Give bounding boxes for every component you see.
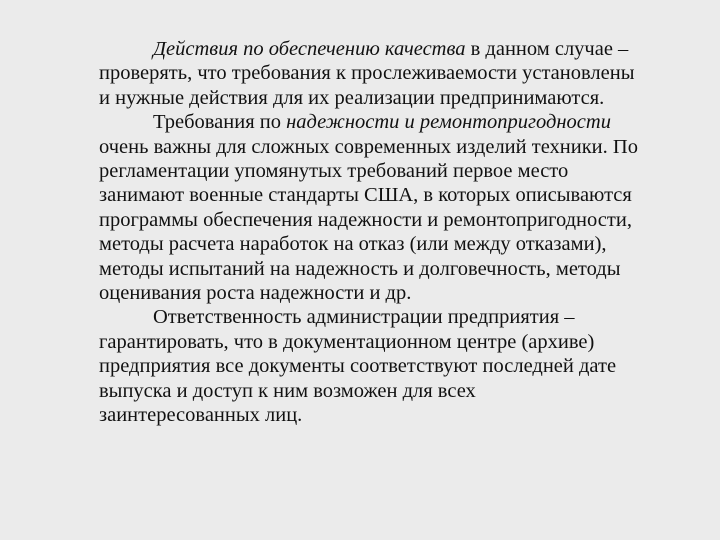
text-line: проверять, что требования к прослеживаемости установлены — [99, 62, 635, 85]
text-line: методы расчета наработок на отказ (или между отказами), — [99, 233, 607, 256]
text-line: заинтересованных лиц. — [99, 404, 303, 427]
text-line: методы испытаний на надежность и долговечность, методы — [99, 257, 621, 280]
text-line — [45, 37, 685, 61]
italic-term-reliability: надежности и ремонтопригодности — [286, 111, 611, 134]
text-line: оценивания роста надежности и др. — [99, 282, 412, 305]
paragraph-administration-responsibility — [45, 305, 685, 427]
italic-term-quality-actions: Действия по обеспечению качества — [153, 38, 466, 60]
text-line: программы обеспечения надежности и ремонтопригодности, — [99, 208, 632, 231]
text-line: занимают военные стандарты США, в которых описываются — [99, 184, 632, 207]
text-line: Ответственность администрации предприятия – — [153, 306, 575, 329]
text-line: регламентации упомянутых требований первое место — [99, 160, 569, 183]
paragraph-reliability-requirements — [45, 110, 685, 305]
text-line: предприятия все документы соответствуют последней дате — [99, 355, 617, 378]
text-line: гарантировать, что в документационном центре (архиве) — [99, 330, 595, 353]
paragraph-quality-actions — [45, 37, 685, 110]
text-line — [45, 110, 685, 134]
document-body — [45, 37, 685, 428]
text-fragment: Требования по — [153, 111, 287, 134]
text-line: очень важны для сложных современных изделий техники. По — [99, 135, 638, 158]
text-line: и нужные действия для их реализации предпринимаются. — [99, 86, 605, 109]
text-line: выпуска и доступ к ним возможен для всех — [99, 379, 476, 402]
text-fragment: в данном случае – — [465, 38, 629, 60]
